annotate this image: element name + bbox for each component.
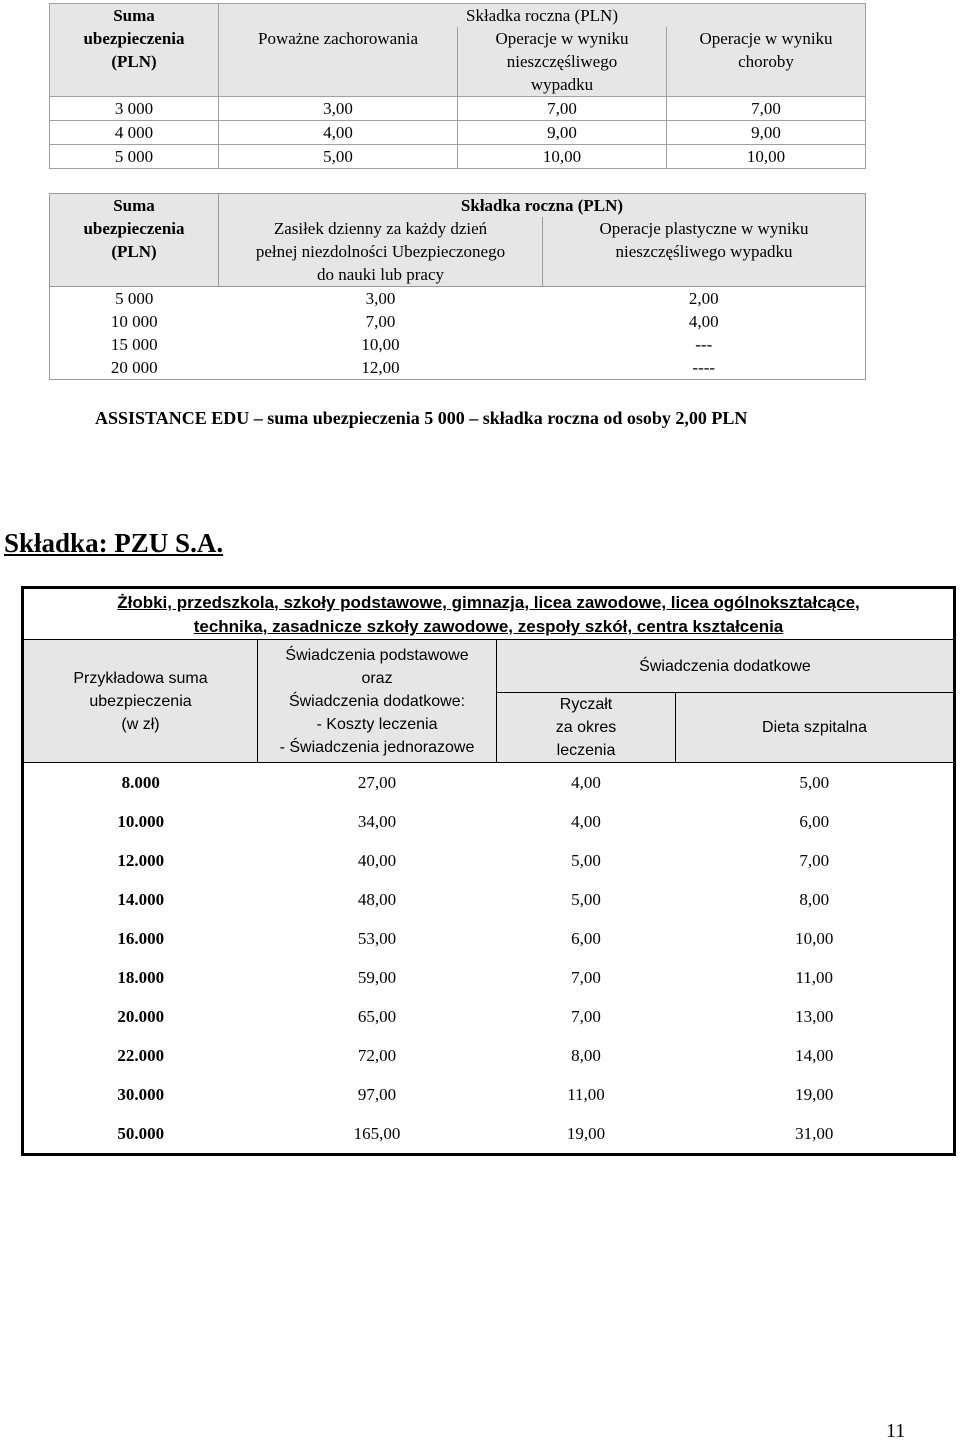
header-line: Zasiłek dzienny za każdy dzień xyxy=(273,219,488,238)
header-line: choroby xyxy=(738,52,794,71)
header-ryczalt xyxy=(497,693,676,763)
header-skladka: Składka roczna (PLN) xyxy=(219,4,866,28)
table-row xyxy=(50,121,866,145)
cell: 5 000 xyxy=(50,287,219,311)
cell: --- xyxy=(543,333,866,356)
cell: 9,00 xyxy=(667,121,866,145)
header-skladka: Składka roczna (PLN) xyxy=(219,194,866,218)
table-row xyxy=(23,763,955,803)
header-line: (w zł) xyxy=(121,715,160,733)
cell: 40,00 xyxy=(357,851,397,870)
cell: 48,00 xyxy=(357,890,397,909)
cell: 22.000 xyxy=(23,1036,258,1075)
cell: 10,00 xyxy=(361,335,400,354)
header-line: pełnej niezdolności Ubezpieczonego xyxy=(255,242,506,261)
cell: 53,00 xyxy=(357,929,397,948)
header-dieta-szpitalna: Dieta szpitalna xyxy=(676,693,955,763)
cell: 18.000 xyxy=(23,958,258,997)
cell: 8,00 xyxy=(676,880,955,919)
header-powazne xyxy=(219,27,458,97)
header-line: - Świadczenia jednorazowe xyxy=(279,738,475,756)
cell: 12.000 xyxy=(23,841,258,880)
cell: 4,00 xyxy=(219,121,458,145)
cell: 14,00 xyxy=(676,1036,955,1075)
cell: 7,00 xyxy=(667,97,866,121)
header-suma-line: Suma xyxy=(113,6,155,25)
assistance-edu-line: ASSISTANCE EDU – suma ubezpieczenia 5 000 – składka roczna od osoby 2,00 PLN xyxy=(95,408,748,428)
cell: 27,00 xyxy=(357,773,397,792)
table-row xyxy=(23,802,955,841)
header-line: Świadczenia dodatkowe: xyxy=(288,692,466,710)
header-line: do nauki lub pracy xyxy=(317,265,444,284)
page-number: 11 xyxy=(886,1420,906,1442)
header-suma xyxy=(50,194,219,287)
header-suma-line: ubezpieczenia xyxy=(83,219,185,238)
cell: 31,00 xyxy=(676,1114,955,1155)
cell: 14.000 xyxy=(23,880,258,919)
cell: 59,00 xyxy=(357,968,397,987)
cell: 20.000 xyxy=(23,997,258,1036)
cell: 165,00 xyxy=(353,1124,401,1143)
cell: 10,00 xyxy=(458,145,667,169)
header-line: nieszczęśliwego wypadku xyxy=(615,242,793,261)
cell: 7,00 xyxy=(365,312,396,331)
cell: 10,00 xyxy=(676,919,955,958)
cell: 5,00 xyxy=(676,763,955,803)
header-operacje-plastyczne xyxy=(543,217,866,287)
table-row xyxy=(50,333,866,356)
header-line: Przykładowa suma xyxy=(73,669,208,687)
premium-table-illness xyxy=(49,3,866,169)
header-line: Operacje plastyczne w wyniku xyxy=(599,219,809,238)
cell: 3 000 xyxy=(50,97,219,121)
skladka-heading: Składka: PZU S.A. xyxy=(4,528,224,558)
header-line: ubezpieczenia xyxy=(89,692,192,710)
table-row xyxy=(23,919,955,958)
cell: ---- xyxy=(543,356,866,380)
cell: 13,00 xyxy=(676,997,955,1036)
header-line: Ryczałt xyxy=(559,696,613,713)
cell: 4,00 xyxy=(571,773,601,792)
table-row xyxy=(50,356,866,380)
cell: 19,00 xyxy=(676,1075,955,1114)
cell: 11,00 xyxy=(567,1085,605,1104)
cell: 7,00 xyxy=(676,841,955,880)
cell: 3,00 xyxy=(365,289,396,308)
cell: 4,00 xyxy=(543,310,866,333)
table-row xyxy=(50,145,866,169)
cell: 10.000 xyxy=(23,802,258,841)
header-suma-line: Suma xyxy=(113,196,155,215)
cell: 19,00 xyxy=(566,1124,606,1143)
header-line: za okres xyxy=(555,719,617,736)
table-row xyxy=(23,958,955,997)
cell: 6,00 xyxy=(676,802,955,841)
cell: 65,00 xyxy=(357,1007,397,1026)
cell: 7,00 xyxy=(571,1007,601,1026)
header-operacje-choroba xyxy=(667,27,866,97)
header-operacje-wypadek xyxy=(458,27,667,97)
cell: 2,00 xyxy=(543,287,866,311)
header-line: leczenia xyxy=(556,742,616,759)
cell: 72,00 xyxy=(357,1046,397,1065)
cell: 34,00 xyxy=(357,812,397,831)
header-line: nieszczęśliwego xyxy=(506,52,618,71)
table-title-line: Żłobki, przedszkola, szkoły podstawowe, gimnazja, licea zawodowe, licea ogólnokształcące, xyxy=(117,593,860,612)
header-line: Poważne zachorowania xyxy=(257,29,418,48)
table-row xyxy=(23,841,955,880)
cell: 15 000 xyxy=(50,333,219,356)
cell: 97,00 xyxy=(357,1085,397,1104)
table-row xyxy=(23,1075,955,1114)
table-title-line: technika, zasadnicze szkoły zawodowe, zespoły szkół, centra kształcenia xyxy=(193,617,784,636)
cell: 3,00 xyxy=(219,97,458,121)
premium-table-allowance xyxy=(49,193,866,380)
header-suma xyxy=(50,4,219,97)
header-suma-line: ubezpieczenia xyxy=(83,29,185,48)
header-line: Świadczenia podstawowe xyxy=(285,646,469,664)
cell: 7,00 xyxy=(458,97,667,121)
table-row xyxy=(50,97,866,121)
cell: 10,00 xyxy=(667,145,866,169)
table-row xyxy=(23,997,955,1036)
table-row xyxy=(50,287,866,311)
header-line: - Koszty leczenia xyxy=(316,715,438,733)
header-line: oraz xyxy=(361,669,393,687)
table-row xyxy=(23,880,955,919)
cell: 5,00 xyxy=(571,890,601,909)
cell: 16.000 xyxy=(23,919,258,958)
header-line: wypadku xyxy=(530,75,594,94)
cell: 12,00 xyxy=(219,356,543,380)
cell: 9,00 xyxy=(458,121,667,145)
header-line: Operacje w wyniku xyxy=(699,29,833,48)
cell: 50.000 xyxy=(23,1114,258,1155)
cell: 20 000 xyxy=(50,356,219,380)
cell: 7,00 xyxy=(571,968,601,987)
cell: 11,00 xyxy=(676,958,955,997)
cell: 5,00 xyxy=(219,145,458,169)
header-zasilek xyxy=(219,217,543,287)
cell: 5,00 xyxy=(571,851,601,870)
table-title xyxy=(23,588,955,640)
header-swiadczenia-podstawowe xyxy=(258,640,497,763)
cell: 8.000 xyxy=(23,763,258,803)
header-suma-line: (PLN) xyxy=(111,242,157,261)
header-przykladowa-suma xyxy=(23,640,258,763)
cell: 5 000 xyxy=(50,145,219,169)
header-line: Operacje w wyniku xyxy=(495,29,629,48)
header-suma-line: (PLN) xyxy=(111,52,157,71)
premium-table-schools xyxy=(21,586,956,1156)
cell: 4 000 xyxy=(50,121,219,145)
header-swiadczenia-dodatkowe: Świadczenia dodatkowe xyxy=(497,640,955,693)
cell: 4,00 xyxy=(571,812,601,831)
cell: 8,00 xyxy=(571,1046,601,1065)
table-row xyxy=(50,310,866,333)
cell: 30.000 xyxy=(23,1075,258,1114)
cell: 6,00 xyxy=(571,929,601,948)
cell: 10 000 xyxy=(50,310,219,333)
table-row xyxy=(23,1036,955,1075)
table-row xyxy=(23,1114,955,1155)
